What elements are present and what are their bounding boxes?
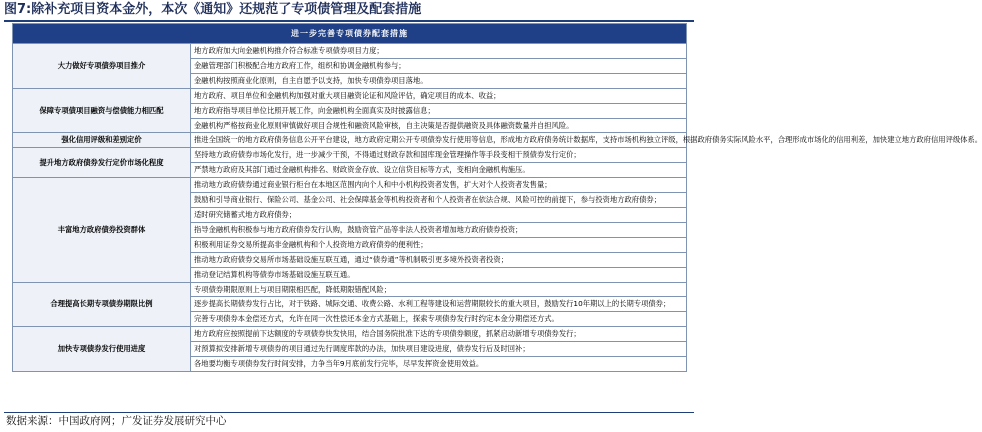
measure-cell: 金融机构严格按商业化原则审慎做好项目合规性和融资风险审核，自主决策是否提供融资及具体融资数量并自担风险。 <box>191 118 687 133</box>
measure-cell: 地方政府加大向金融机构推介符合标准专项债券项目力度； <box>191 44 687 59</box>
table-header: 进一步完善专项债券配套措施 <box>13 24 687 44</box>
measure-cell: 指导金融机构积极参与地方政府债券发行认购，鼓励资管产品等非法人投资者增加地方政府债券投资； <box>191 222 687 237</box>
measure-cell: 坚持地方政府债券市场化发行，进一步减少干预，不得通过财政存款和国库现金管理操作等手段变相干预债券发行定价； <box>191 148 687 163</box>
measure-cell: 适时研究储蓄式地方政府债券； <box>191 207 687 222</box>
measure-cell: 各地要均衡专项债券发行时间安排，力争当年9月底前发行完毕，尽早发挥资金使用效益。 <box>191 357 687 372</box>
source-rule <box>4 412 694 413</box>
table-row <box>13 178 687 193</box>
measure-cell: 金融管理部门积极配合地方政府工作，组织和协调金融机构参与； <box>191 58 687 73</box>
measure-cell: 推进全国统一的地方政府债务信息公开平台建设，地方政府定期公开专项债券发行使用等信息，形成地方政府债务统计数据库，支持市场机构独立评级，根据政府债务实际风险水平，合理形成市场化的信用利差，加快建立地方政府信用评级体系。 <box>191 133 687 148</box>
measure-cell: 地方政府应按照提前下达额度的专项债券快发快用，结合国务院批准下达的专项债券额度，抓紧启动新增专项债券发行； <box>191 327 687 342</box>
table-row <box>13 88 687 103</box>
measure-cell: 鼓励和引导商业银行、保险公司、基金公司、社会保障基金等机构投资者和个人投资者在依法合规、风险可控的前提下，参与投资地方政府债券； <box>191 193 687 208</box>
table-row <box>13 282 687 297</box>
category-cell: 提升地方政府债券发行定价市场化程度 <box>13 148 191 178</box>
table-body <box>13 44 982 372</box>
category-cell: 丰富地方政府债券投资群体 <box>13 178 191 282</box>
title-rule <box>4 20 694 22</box>
category-cell: 强化信用评级和差别定价 <box>13 133 191 148</box>
category-cell: 保障专项债项目融资与偿债能力相匹配 <box>13 88 191 133</box>
measure-cell: 逐步提高长期债券发行占比，对于铁路、城际交通、收费公路、水利工程等建设和运营期限较长的重大项目，鼓励发行10年期以上的长期专项债券； <box>191 297 687 312</box>
category-cell: 加快专项债券发行使用进度 <box>13 327 191 372</box>
measures-table <box>12 23 982 372</box>
measure-cell: 积极利用证券交易所提高非金融机构和个人投资地方政府债券的便利性； <box>191 237 687 252</box>
measure-cell: 完善专项债券本金偿还方式，允许在同一次性偿还本金方式基础上，探索专项债券发行时约定本金分期偿还方式。 <box>191 312 687 327</box>
source-note: 数据来源：中国政府网；广发证券发展研究中心 <box>6 415 227 427</box>
table-row <box>13 327 687 342</box>
measure-cell: 推动地方政府债券通过商业银行柜台在本地区范围内向个人和中小机构投资者发售，扩大对个人投资者发售量； <box>191 178 687 193</box>
measure-cell: 专项债券期限原则上与项目期限相匹配，降低期限错配风险； <box>191 282 687 297</box>
figure-title: 图7:除补充项目资本金外，本次《通知》还规范了专项债管理及配套措施 <box>4 2 422 17</box>
table-row <box>13 44 687 59</box>
table-header-row <box>13 24 687 44</box>
measure-cell: 地方政府指导项目单位比照开展工作，向金融机构全面真实及时披露信息； <box>191 103 687 118</box>
table-row <box>13 133 687 148</box>
measure-cell: 地方政府、项目单位和金融机构加强对重大项目融资论证和风险评估，确定项目的成本、收益； <box>191 88 687 103</box>
category-cell: 合理提高长期专项债券期限比例 <box>13 282 191 327</box>
measure-cell: 金融机构按照商业化原则，自主自愿予以支持，加快专项债券项目落地。 <box>191 73 687 88</box>
measure-cell: 严禁地方政府及其部门通过金融机构排名、财政资金存放、设立信贷目标等方式，变相向金融机构施压。 <box>191 163 687 178</box>
table-row <box>13 148 687 163</box>
measure-cell: 对预算拟安排新增专项债券的项目通过先行调度库款的办法，加快项目建设进度，债券发行后及时回补； <box>191 342 687 357</box>
measure-cell: 推动地方政府债券交易所市场基础设施互联互通，通过“债券通”等机制吸引更多境外投资者投资； <box>191 252 687 267</box>
measure-cell: 推动登记结算机构等债券市场基础设施互联互通。 <box>191 267 687 282</box>
category-cell: 大力做好专项债券项目推介 <box>13 44 191 89</box>
